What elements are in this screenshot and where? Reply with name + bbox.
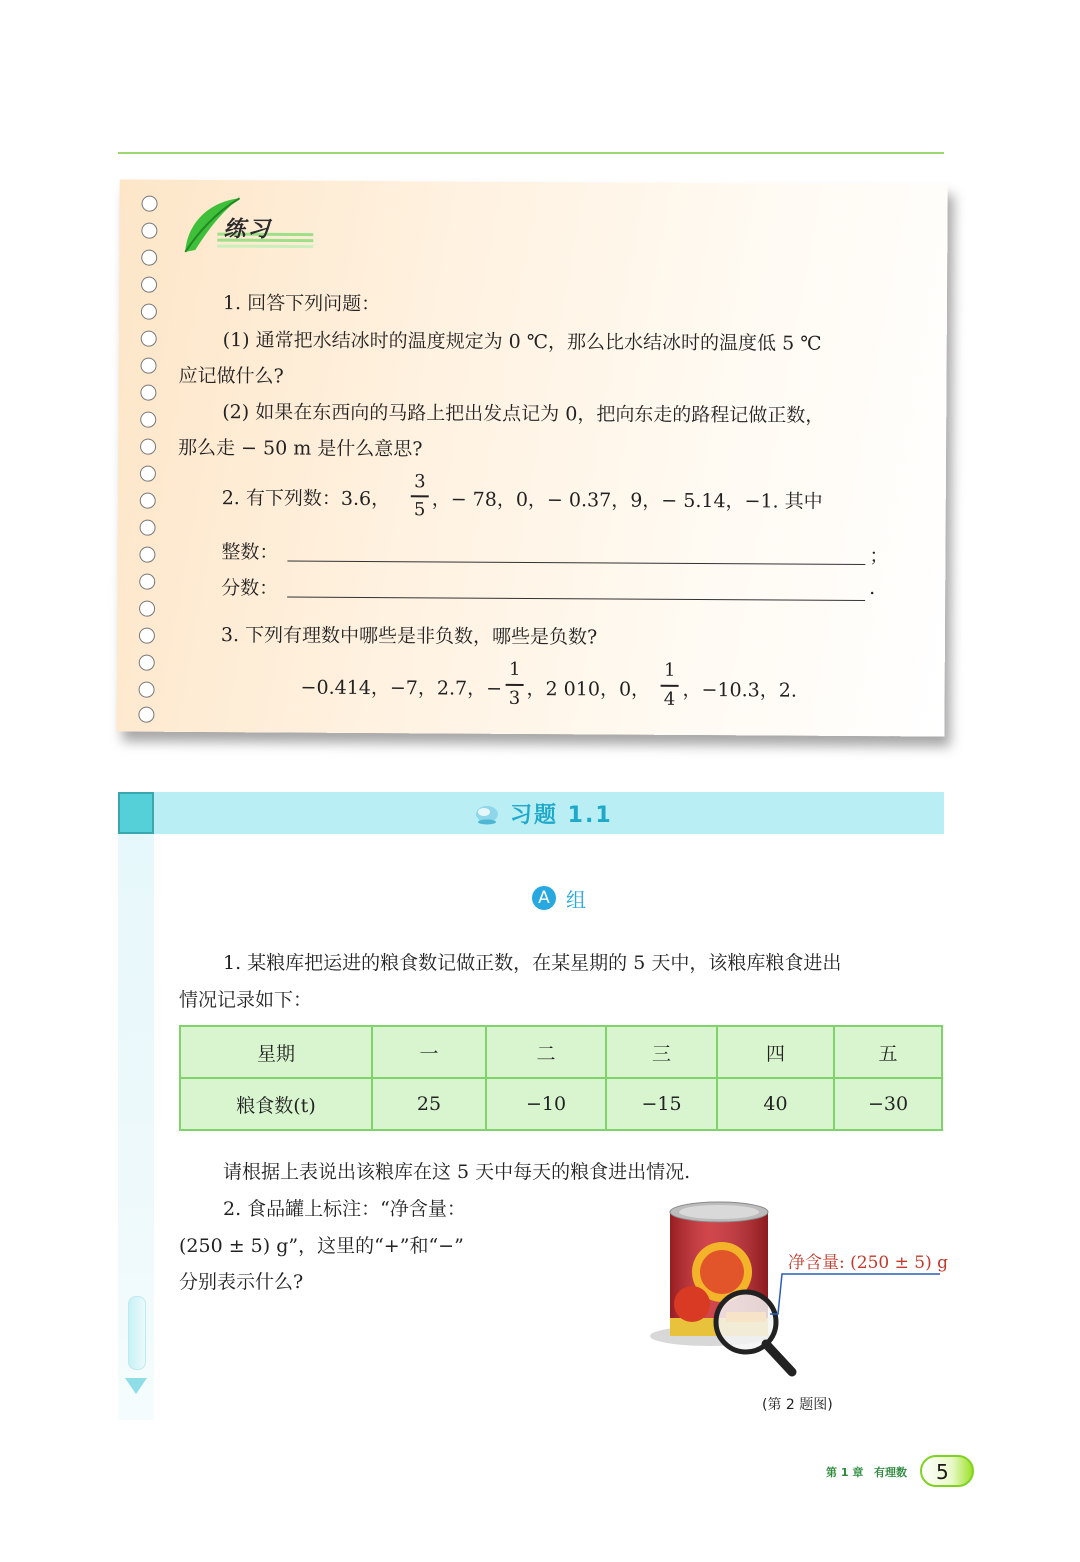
binder-ring	[139, 628, 155, 644]
table-header-cell: 星期	[180, 1026, 372, 1078]
fraction-denominator: 5	[413, 499, 426, 521]
binder-ring	[141, 223, 157, 239]
fractions-label: 分数：	[221, 577, 279, 600]
practice-q1-sub2: (2) 如果在东西向的马路上把出发点记为 0，把向东走的路程记做正数，	[222, 401, 825, 427]
binder-ring	[138, 707, 154, 723]
practice-title: 练习	[223, 217, 272, 243]
practice-q1-sub2-cont: 那么走 − 50 m 是什么意思?	[177, 436, 423, 461]
binder-ring	[139, 574, 155, 590]
cloud-icon	[472, 802, 500, 826]
binder-ring	[139, 655, 155, 671]
table-header-cell: 四	[717, 1026, 834, 1078]
binder-ring	[140, 520, 156, 536]
top-rule	[118, 152, 944, 154]
table-header-cell: 三	[606, 1026, 717, 1078]
group-label: 组	[566, 888, 586, 912]
table-header-cell: 一	[372, 1026, 486, 1078]
binder-ring	[141, 196, 157, 212]
exercise-q2-line1: 2. 食品罐上标注：“净含量：	[223, 1198, 466, 1220]
group-badge: A	[532, 886, 556, 910]
fraction-denominator: 3	[508, 687, 521, 709]
binder-ring	[140, 466, 156, 482]
binder-ring	[141, 250, 157, 266]
table-header-cell: 五	[834, 1026, 942, 1078]
fraction-numerator: 1	[508, 658, 521, 680]
practice-q1-sub1-cont: 应记做什么?	[178, 364, 284, 388]
table-cell: −30	[834, 1078, 942, 1130]
binder-ring	[141, 358, 157, 374]
page-number: 5	[936, 1460, 949, 1484]
table-cell: 40	[717, 1078, 834, 1130]
fraction-denominator: 4	[663, 688, 676, 710]
practice-notepad	[116, 179, 947, 736]
binder-ring	[140, 439, 156, 455]
table-cell: −10	[486, 1078, 606, 1130]
exercise-header-tab	[118, 792, 154, 834]
integers-end: ；	[869, 545, 889, 568]
grain-table	[179, 1025, 943, 1131]
fraction-numerator: 3	[414, 471, 426, 493]
exercise-q1-line1: 1. 某粮库把运进的粮食数记做正数，在某星期的 5 天中，该粮库粮食进出	[223, 952, 842, 974]
practice-q1-heading: 1. 回答下列问题：	[222, 292, 381, 316]
footer-topic: 有理数	[874, 1466, 907, 1479]
binder-ring	[139, 547, 155, 563]
fraction-numerator: 1	[663, 659, 676, 681]
exercise-q1-instruction: 请根据上表说出该粮库在这 5 天中每天的粮食进出情况.	[223, 1161, 691, 1183]
integers-label: 整数：	[221, 541, 279, 564]
binder-ring	[141, 331, 157, 347]
practice-q3-part3: ，−10.3，2.	[682, 678, 798, 702]
practice-q2-suffix: ，− 78，0，− 0.37，9，− 5.14，−1. 其中	[431, 488, 823, 513]
down-arrow-icon	[125, 1378, 147, 1394]
fraction-bar	[661, 685, 679, 687]
binder-ring	[140, 412, 156, 428]
exercise-q2-line3: 分别表示什么?	[179, 1271, 304, 1293]
table-cell: −15	[606, 1078, 717, 1130]
figure-caption: (第 2 题图)	[762, 1397, 833, 1413]
footer-chapter: 第 1 章	[826, 1466, 864, 1479]
binder-ring	[139, 601, 155, 617]
practice-q2-prefix: 2. 有下列数：3.6，	[221, 487, 391, 511]
exercise-q1-line2: 情况记录如下：	[179, 989, 313, 1011]
binder-ring	[140, 493, 156, 509]
food-can-illustration	[640, 1196, 950, 1386]
practice-q3-part2: ，2 010，0，	[526, 677, 651, 701]
binder-ring	[140, 385, 156, 401]
binder-ring	[141, 304, 157, 320]
practice-q3-heading: 3. 下列有理数中哪些是非负数，哪些是负数?	[220, 624, 598, 649]
exercise-title: 习题 1.1	[510, 803, 613, 828]
fractions-end: .	[869, 577, 876, 600]
table-cell: 粮食数(t)	[180, 1078, 372, 1130]
fraction-bar	[411, 495, 429, 497]
practice-q3-part1: −0.414，−7，2.7，−	[300, 676, 503, 700]
binder-ring	[141, 277, 157, 293]
table-header-cell: 二	[486, 1026, 606, 1078]
fractions-answer-line[interactable]	[287, 597, 865, 602]
table-row	[180, 1078, 942, 1130]
practice-q1-sub1: (1) 通常把水结冰时的温度规定为 0 ℃，那么比水结冰时的温度低 5 ℃	[222, 329, 822, 355]
page-number-badge	[920, 1455, 974, 1487]
can-label-callout: 净含量: (250 ± 5) g	[788, 1253, 948, 1273]
exercise-q2-line2: (250 ± 5) g”，这里的“+”和“−”	[179, 1235, 464, 1257]
side-knob-decoration	[128, 1296, 146, 1370]
table-row	[180, 1026, 942, 1078]
fraction-bar	[506, 684, 524, 686]
integers-answer-line[interactable]	[287, 561, 865, 566]
table-cell: 25	[372, 1078, 486, 1130]
binder-ring	[139, 682, 155, 698]
